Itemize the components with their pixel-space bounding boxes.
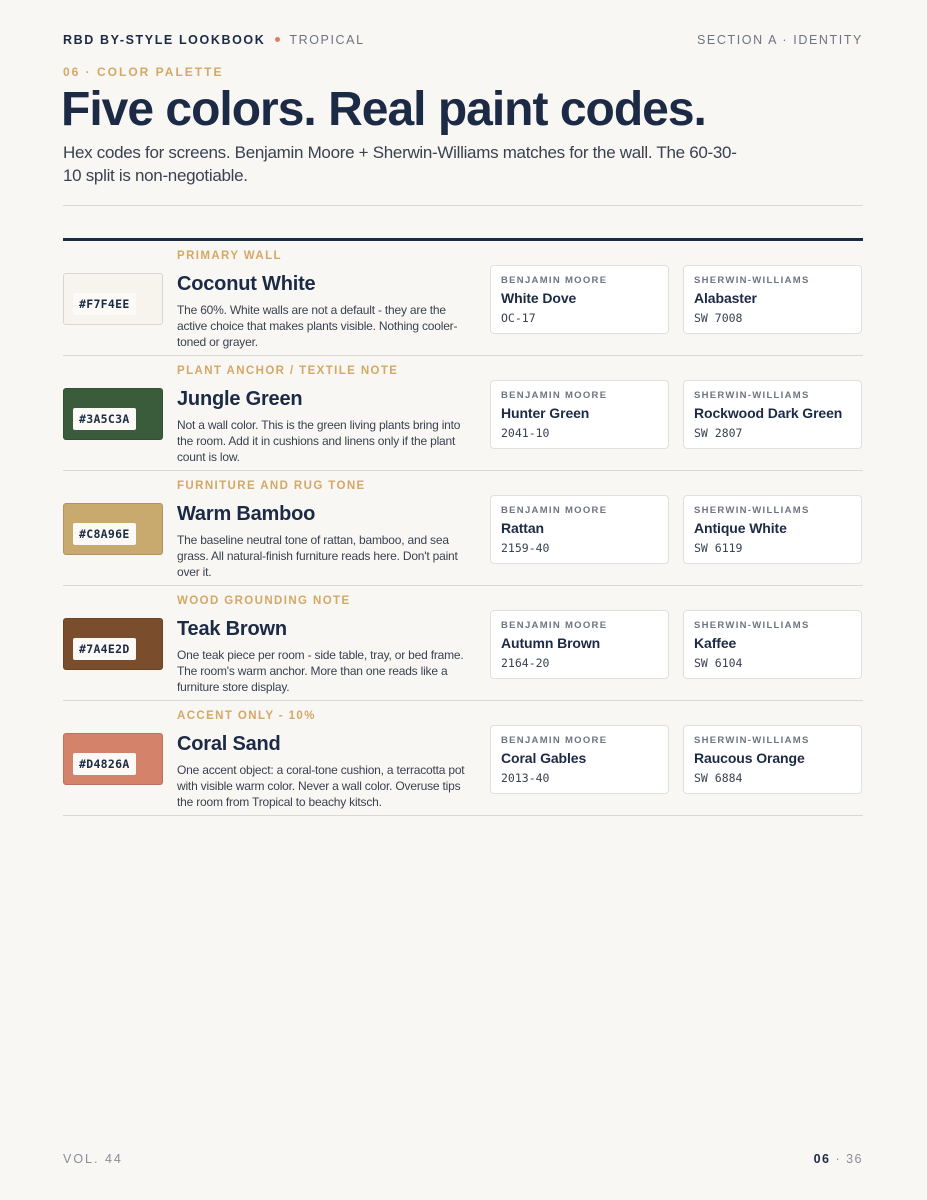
color-swatch bbox=[63, 733, 163, 785]
paint-name: Kaffee bbox=[694, 635, 737, 651]
color-description: The 60%. White walls are not a default - they are the active choice that makes plants visible. Nothing cooler-toned or grayer. bbox=[177, 303, 458, 349]
volume-label: VOL. 44 bbox=[63, 1152, 123, 1166]
benjamin-moore-card bbox=[490, 610, 669, 679]
header-left bbox=[63, 33, 365, 47]
paint-code: OC-17 bbox=[501, 311, 536, 325]
paint-code: SW 7008 bbox=[694, 311, 743, 325]
color-row bbox=[63, 241, 863, 356]
color-name: Warm Bamboo bbox=[177, 503, 316, 525]
chapter-number: 06 bbox=[813, 1152, 831, 1166]
page-title: Five colors. Real paint codes. bbox=[61, 83, 706, 136]
color-swatch bbox=[63, 618, 163, 670]
paint-name: Autumn Brown bbox=[501, 635, 601, 651]
color-row bbox=[63, 586, 863, 701]
benjamin-moore-card bbox=[490, 495, 669, 564]
paint-code: 2164-20 bbox=[501, 656, 550, 670]
color-swatch bbox=[63, 273, 163, 325]
paint-code: SW 2807 bbox=[694, 426, 743, 440]
color-role: FURNITURE AND RUG TONE bbox=[177, 480, 366, 492]
color-role: PRIMARY WALL bbox=[177, 250, 282, 262]
eyebrow-label: 06 · COLOR PALETTE bbox=[63, 65, 224, 79]
color-name: Jungle Green bbox=[177, 388, 303, 410]
page-subtitle: Hex codes for screens. Benjamin Moore + Sherwin-Williams matches for the wall. The 60-30-10 split is non-negotiable. bbox=[63, 143, 737, 185]
color-row bbox=[63, 701, 863, 816]
paint-code: SW 6104 bbox=[694, 656, 743, 670]
paint-name: Coral Gables bbox=[501, 750, 587, 766]
separator-dot bbox=[275, 37, 280, 42]
divider bbox=[63, 205, 863, 206]
hex-code: #7A4E2D bbox=[73, 638, 136, 660]
sherwin-williams-card bbox=[683, 380, 862, 449]
paint-name: Alabaster bbox=[694, 290, 757, 306]
benjamin-moore-card bbox=[490, 380, 669, 449]
brand-label: BENJAMIN MOORE bbox=[501, 390, 608, 401]
paint-code: 2041-10 bbox=[501, 426, 550, 440]
color-description: One teak piece per room - side table, tray, or bed frame. The room's warm anchor. More than one reads like a furniture store display. bbox=[177, 648, 464, 694]
color-swatch bbox=[63, 503, 163, 555]
color-palette-list bbox=[63, 241, 863, 816]
brand-label: SHERWIN-WILLIAMS bbox=[694, 505, 810, 516]
benjamin-moore-card bbox=[490, 265, 669, 334]
hex-code: #C8A96E bbox=[73, 523, 136, 545]
color-name: Coconut White bbox=[177, 273, 316, 295]
paint-name: Hunter Green bbox=[501, 405, 590, 421]
brand-label: SHERWIN-WILLIAMS bbox=[694, 390, 810, 401]
sherwin-williams-card bbox=[683, 265, 862, 334]
paint-name: White Dove bbox=[501, 290, 577, 306]
style-name: TROPICAL bbox=[289, 33, 365, 47]
sherwin-williams-card bbox=[683, 725, 862, 794]
paint-code: 2013-40 bbox=[501, 771, 550, 785]
color-swatch bbox=[63, 388, 163, 440]
hex-code: #F7F4EE bbox=[73, 293, 136, 315]
paint-name: Antique White bbox=[694, 520, 787, 536]
color-description: The baseline neutral tone of rattan, bamboo, and sea grass. All natural-finish furniture reads here. Don't paint over it. bbox=[177, 533, 458, 579]
page-separator: · bbox=[830, 1152, 847, 1166]
hex-code: #D4826A bbox=[73, 753, 136, 775]
paint-name: Raucous Orange bbox=[694, 750, 805, 766]
paint-name: Rockwood Dark Green bbox=[694, 405, 843, 421]
paint-name: Rattan bbox=[501, 520, 544, 536]
page-number bbox=[814, 1152, 863, 1166]
color-role: ACCENT ONLY - 10% bbox=[177, 710, 316, 722]
color-role: PLANT ANCHOR / TEXTILE NOTE bbox=[177, 365, 399, 377]
brand-label: SHERWIN-WILLIAMS bbox=[694, 735, 810, 746]
benjamin-moore-card bbox=[490, 725, 669, 794]
color-name: Teak Brown bbox=[177, 618, 287, 640]
brand-label: BENJAMIN MOORE bbox=[501, 275, 608, 286]
brand-label: SHERWIN-WILLIAMS bbox=[694, 275, 810, 286]
paint-code: 2159-40 bbox=[501, 541, 550, 555]
page-num: 36 bbox=[846, 1152, 863, 1166]
brand-label: BENJAMIN MOORE bbox=[501, 735, 608, 746]
page-header bbox=[63, 33, 863, 47]
color-row bbox=[63, 356, 863, 471]
section-label: SECTION A · IDENTITY bbox=[696, 33, 863, 47]
hex-code: #3A5C3A bbox=[73, 408, 136, 430]
brand-label: BENJAMIN MOORE bbox=[501, 620, 608, 631]
paint-code: SW 6119 bbox=[694, 541, 743, 555]
color-description: One accent object: a coral-tone cushion, a terracotta pot with visible warm color. Never a wall color. Overuse tips the room from Tropical to beachy kitsch. bbox=[177, 763, 465, 809]
paint-code: SW 6884 bbox=[694, 771, 743, 785]
sherwin-williams-card bbox=[683, 610, 862, 679]
color-row bbox=[63, 471, 863, 586]
color-role: WOOD GROUNDING NOTE bbox=[177, 595, 351, 607]
color-name: Coral Sand bbox=[177, 733, 281, 755]
publication-title: RBD BY-STYLE LOOKBOOK bbox=[63, 33, 266, 47]
brand-label: SHERWIN-WILLIAMS bbox=[694, 620, 810, 631]
sherwin-williams-card bbox=[683, 495, 862, 564]
brand-label: BENJAMIN MOORE bbox=[501, 505, 608, 516]
color-description: Not a wall color. This is the green living plants bring into the room. Add it in cushions and linens only if the plant count is low. bbox=[177, 418, 461, 464]
